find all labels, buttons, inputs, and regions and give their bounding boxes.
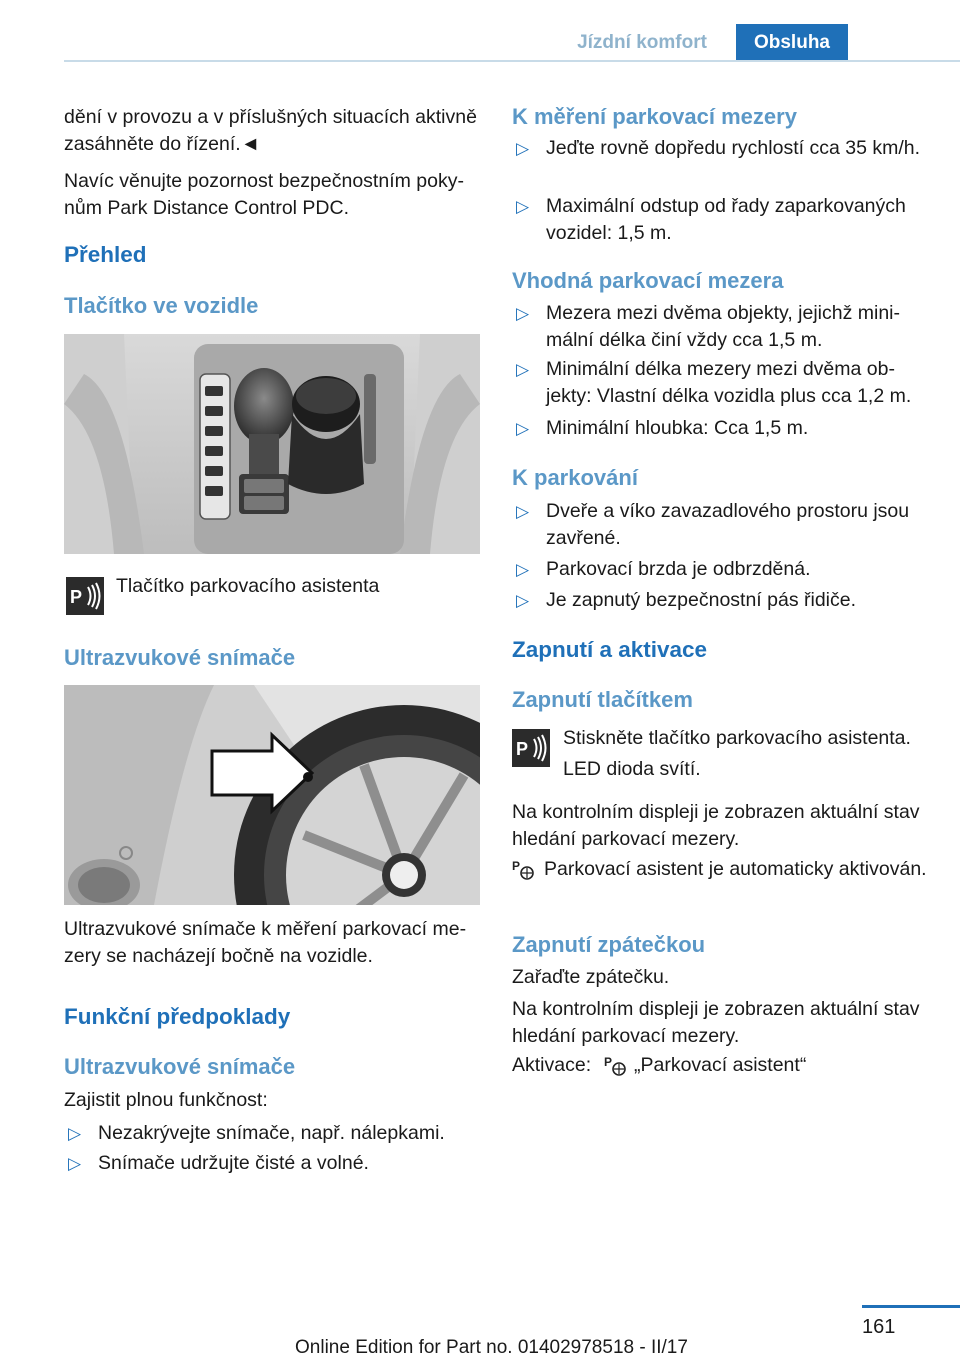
triangle-bullet-icon: ▷ bbox=[516, 419, 530, 438]
display-status-text: Na kontrolním displeji je zobrazen aktuální stav hledání parkovací mezery. bbox=[512, 801, 920, 850]
list-item bbox=[512, 498, 928, 552]
edition-note: Online Edition for Part no. 01402978518 - II/17 bbox=[295, 1337, 688, 1358]
heading-parking: K parkování bbox=[512, 465, 638, 490]
list-item-text: Minimální délka mezery mezi dvěma objekty: Vlastní délka vozidla plus cca 1,2 m. bbox=[546, 358, 912, 407]
list-item-text: Parkovací brzda je odbrzděná. bbox=[546, 558, 811, 580]
heading-via-reverse: Zapnutí zpátečkou bbox=[512, 932, 706, 957]
list-item bbox=[64, 1120, 482, 1147]
triangle-bullet-icon: ▷ bbox=[516, 139, 530, 158]
triangle-bullet-icon: ▷ bbox=[516, 360, 530, 379]
button-caption: Tlačítko parkovacího asistenta bbox=[116, 575, 380, 597]
display-status-text-2: Na kontrolním displeji je zobrazen aktuální stav hledání parkovací mezery. bbox=[512, 998, 920, 1047]
heading-ultrasonic-sensors: Ultrazvukové snímače bbox=[64, 645, 296, 670]
list-item-text: Mezera mezi dvěma objekty, jejichž minimální délka činí vždy cca 1,5 m. bbox=[546, 302, 901, 351]
heading-measure-space: K měření parkovací mezery bbox=[512, 104, 797, 129]
triangle-bullet-icon: ▷ bbox=[68, 1124, 82, 1143]
list-item bbox=[512, 300, 928, 354]
intro-paragraph: dění v provozu a v příslušných situacích aktivně zasáhněte do řízení.◄ bbox=[64, 106, 477, 155]
svg-text:P: P bbox=[516, 739, 529, 759]
list-item bbox=[512, 193, 928, 247]
list-item bbox=[512, 556, 928, 583]
heading-activate: Zapnutí a aktivace bbox=[512, 637, 708, 662]
heading-prerequisites: Funkční předpoklady bbox=[64, 1004, 291, 1029]
auto-activation-label: Parkovací asistent je automaticky aktivován. bbox=[544, 858, 927, 880]
triangle-bullet-icon: ▷ bbox=[516, 502, 530, 521]
pdc-paragraph: Navíc věnujte pozornost bezpečnostním pokynům Park Distance Control PDC. bbox=[64, 170, 464, 219]
park-assist-button-icon bbox=[512, 729, 550, 767]
header-chapter-tab: Obsluha bbox=[736, 24, 848, 62]
list-item-text: Snímače udržujte čisté a volné. bbox=[98, 1152, 369, 1174]
list-item bbox=[64, 1150, 482, 1177]
heading-overview: Přehled bbox=[64, 242, 147, 267]
triangle-bullet-icon: ▷ bbox=[68, 1154, 82, 1173]
page-number: 161 bbox=[862, 1316, 896, 1338]
sensors-location-text: Ultrazvukové snímače k měření parkovací mezery se nacházejí bočně na vozidle. bbox=[64, 918, 467, 967]
list-item-text: Nezakrývejte snímače, např. nálepkami. bbox=[98, 1122, 445, 1144]
auto-activation-text bbox=[512, 856, 928, 883]
footer-rule bbox=[862, 1305, 960, 1308]
reverse-text: Zařaďte zpátečku. bbox=[512, 966, 670, 988]
ultrasonic-sensor-image bbox=[64, 685, 480, 905]
heading-via-button: Zapnutí tlačítkem bbox=[512, 687, 693, 712]
list-item bbox=[512, 587, 928, 614]
park-assist-button-icon bbox=[66, 577, 104, 615]
header-rule bbox=[64, 60, 960, 62]
park-assist-symbol-icon bbox=[512, 858, 536, 882]
triangle-bullet-icon: ▷ bbox=[516, 591, 530, 610]
list-item-text: Maximální odstup od řady zaparkovaných vozidel: 1,5 m. bbox=[546, 195, 906, 244]
list-item-text: Dveře a víko zavazadlového prostoru jsou zavřené. bbox=[546, 500, 910, 549]
heading-ultrasonic-sensors-2: Ultrazvukové snímače bbox=[64, 1054, 296, 1079]
park-assist-symbol-icon bbox=[604, 1054, 628, 1078]
list-item-text: Minimální hloubka: Cca 1,5 m. bbox=[546, 417, 809, 439]
activation-value: „Parkovací asistent“ bbox=[634, 1054, 807, 1076]
triangle-bullet-icon: ▷ bbox=[516, 304, 530, 323]
list-item bbox=[512, 135, 928, 162]
svg-text:P: P bbox=[512, 859, 521, 873]
sensors-intro: Zajistit plnou funkčnost: bbox=[64, 1089, 268, 1111]
led-text: LED dioda svítí. bbox=[563, 758, 701, 780]
press-button-text: Stiskněte tlačítko parkovacího asistenta. bbox=[563, 727, 911, 749]
svg-text:P: P bbox=[604, 1055, 613, 1069]
heading-button-in-vehicle: Tlačítko ve vozidle bbox=[64, 293, 259, 318]
activation-label: Aktivace: bbox=[512, 1054, 592, 1076]
list-item-text: Je zapnutý bezpečnostní pás řidiče. bbox=[546, 589, 857, 611]
list-item bbox=[512, 356, 928, 410]
heading-suitable-space: Vhodná parkovací mezera bbox=[512, 268, 784, 293]
triangle-bullet-icon: ▷ bbox=[516, 560, 530, 579]
list-item bbox=[512, 415, 928, 442]
header-section-tab: Jízdní komfort bbox=[577, 32, 707, 53]
svg-text:P: P bbox=[70, 587, 83, 607]
triangle-bullet-icon: ▷ bbox=[516, 197, 530, 216]
center-console-image bbox=[64, 334, 480, 554]
list-item-text: Jeďte rovně dopředu rychlostí cca 35 km/h. bbox=[546, 137, 921, 159]
